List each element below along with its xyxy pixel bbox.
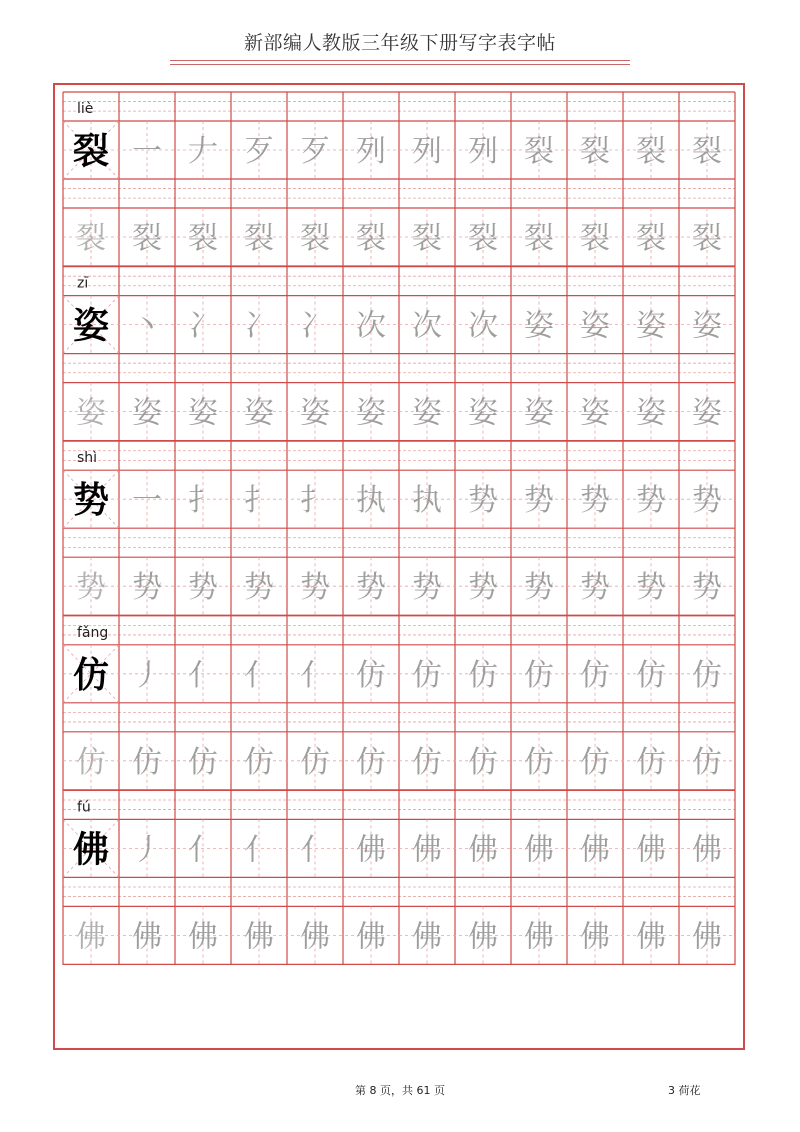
stroke-step-glyph: 列	[356, 134, 386, 169]
character-block	[63, 790, 735, 965]
trace-character: 仿	[244, 744, 274, 780]
trace-character: 势	[300, 570, 330, 606]
stroke-step-glyph: 扌	[244, 483, 274, 519]
trace-character: 裂	[76, 221, 106, 256]
trace-character: 姿	[636, 395, 666, 431]
trace-character: 裂	[356, 221, 386, 256]
stroke-step-glyph: 佛	[692, 832, 722, 868]
lesson-label: 3 荷花	[668, 1084, 701, 1097]
pinyin-label: liè	[77, 101, 94, 117]
stroke-step-glyph: 仿	[412, 657, 442, 693]
stroke-step-glyph: 佛	[580, 832, 610, 868]
trace-character: 仿	[188, 744, 218, 780]
trace-character: 佛	[692, 919, 722, 955]
trace-character: 仿	[636, 744, 666, 780]
pinyin-label: zī	[77, 275, 89, 292]
model-character: 仿	[72, 653, 110, 696]
stroke-step-glyph: 亻	[188, 657, 218, 693]
stroke-step-glyph: 亻	[300, 832, 330, 868]
trace-character: 姿	[300, 395, 330, 431]
trace-character: 姿	[244, 395, 274, 431]
stroke-step-glyph: 仿	[580, 657, 610, 693]
stroke-step-glyph: 裂	[692, 134, 722, 169]
stroke-step-glyph: 佛	[356, 832, 386, 868]
character-block	[63, 616, 735, 791]
stroke-step-glyph: 执	[412, 483, 442, 519]
trace-character: 仿	[468, 744, 498, 780]
stroke-step-glyph: 姿	[636, 308, 666, 344]
character-block	[63, 441, 735, 616]
stroke-step-glyph: 冫	[188, 308, 218, 344]
trace-character: 佛	[356, 919, 386, 955]
stroke-step-glyph: 次	[468, 308, 498, 344]
trace-character: 裂	[132, 221, 162, 256]
trace-character: 佛	[244, 919, 274, 955]
trace-character: 裂	[300, 221, 330, 256]
model-character: 佛	[72, 828, 110, 871]
stroke-step-glyph: 列	[412, 134, 442, 169]
trace-character: 势	[188, 570, 218, 606]
stroke-step-glyph: 势	[580, 483, 610, 519]
pinyin-label: shì	[77, 450, 98, 467]
trace-character: 裂	[412, 221, 442, 256]
stroke-step-glyph: 势	[468, 483, 498, 519]
stroke-step-glyph: 冫	[300, 308, 330, 344]
trace-character: 势	[636, 570, 666, 606]
trace-character: 势	[76, 570, 106, 606]
trace-character: 仿	[412, 744, 442, 780]
stroke-step-glyph: 裂	[524, 134, 554, 169]
trace-character: 仿	[76, 744, 106, 780]
trace-character: 佛	[412, 919, 442, 955]
trace-character: 裂	[188, 221, 218, 256]
trace-character: 姿	[580, 395, 610, 431]
trace-character: 姿	[76, 395, 106, 431]
stroke-step-glyph: 冫	[244, 308, 274, 344]
stroke-step-glyph: 扌	[188, 483, 218, 519]
trace-character: 仿	[132, 744, 162, 780]
stroke-step-glyph: 姿	[580, 308, 610, 344]
character-block	[63, 92, 735, 267]
stroke-step-glyph: 仿	[636, 657, 666, 693]
stroke-step-glyph: 𠂇	[188, 134, 218, 169]
trace-character: 裂	[692, 221, 722, 256]
stroke-step-glyph: 亻	[188, 832, 218, 868]
stroke-step-glyph: 一	[132, 483, 162, 519]
stroke-step-glyph: 势	[636, 483, 666, 519]
stroke-step-glyph: 亻	[300, 657, 330, 693]
trace-character: 势	[132, 570, 162, 606]
trace-character: 姿	[188, 395, 218, 431]
trace-character: 佛	[580, 919, 610, 955]
stroke-step-glyph: 次	[412, 308, 442, 344]
trace-character: 佛	[524, 919, 554, 955]
page-title: 新部编人教版三年级下册写字表字帖	[243, 32, 556, 54]
trace-character: 仿	[524, 744, 554, 780]
pinyin-label: fú	[77, 799, 91, 816]
stroke-step-glyph: 姿	[692, 308, 722, 344]
stroke-step-glyph: 亻	[244, 657, 274, 693]
stroke-step-glyph: 亻	[244, 832, 274, 868]
model-character: 势	[72, 479, 110, 522]
trace-character: 势	[244, 570, 274, 606]
trace-character: 势	[468, 570, 498, 606]
trace-character: 裂	[580, 221, 610, 256]
trace-character: 裂	[636, 221, 666, 256]
trace-character: 仿	[580, 744, 610, 780]
trace-character: 仿	[356, 744, 386, 780]
trace-character: 仿	[300, 744, 330, 780]
stroke-step-glyph: 佛	[412, 832, 442, 868]
trace-character: 势	[692, 570, 722, 606]
stroke-step-glyph: 裂	[636, 134, 666, 169]
stroke-step-glyph: 列	[468, 134, 498, 169]
trace-character: 姿	[356, 395, 386, 431]
stroke-step-glyph: 佛	[524, 832, 554, 868]
stroke-step-glyph: 势	[692, 483, 722, 519]
trace-character: 佛	[468, 919, 498, 955]
stroke-step-glyph: 仿	[692, 657, 722, 693]
character-block	[63, 267, 735, 442]
trace-character: 裂	[244, 221, 274, 256]
pinyin-label: fǎng	[77, 624, 109, 641]
stroke-step-glyph: 佛	[468, 832, 498, 868]
trace-character: 姿	[412, 395, 442, 431]
trace-character: 裂	[524, 221, 554, 256]
trace-character: 佛	[188, 919, 218, 955]
model-character: 姿	[72, 304, 110, 347]
stroke-step-glyph: 执	[356, 483, 386, 519]
stroke-step-glyph: 一	[132, 134, 162, 169]
trace-character: 势	[524, 570, 554, 606]
trace-character: 姿	[524, 395, 554, 431]
model-character: 裂	[72, 130, 110, 172]
trace-character: 佛	[132, 919, 162, 955]
trace-character: 势	[580, 570, 610, 606]
stroke-step-glyph: 丿	[132, 657, 162, 693]
trace-character: 裂	[468, 221, 498, 256]
stroke-step-glyph: 佛	[636, 832, 666, 868]
trace-character: 佛	[300, 919, 330, 955]
stroke-step-glyph: 丶	[132, 308, 162, 344]
stroke-step-glyph: 仿	[524, 657, 554, 693]
page-number: 第 8 页，共 61 页	[355, 1084, 445, 1097]
stroke-step-glyph: 歹	[300, 134, 330, 169]
stroke-step-glyph: 歹	[244, 134, 274, 169]
stroke-step-glyph: 裂	[580, 134, 610, 169]
stroke-step-glyph: 姿	[524, 308, 554, 344]
trace-character: 姿	[132, 395, 162, 431]
trace-character: 势	[356, 570, 386, 606]
trace-character: 势	[412, 570, 442, 606]
stroke-step-glyph: 仿	[356, 657, 386, 693]
trace-character: 仿	[692, 744, 722, 780]
stroke-step-glyph: 扌	[300, 483, 330, 519]
stroke-step-glyph: 势	[524, 483, 554, 519]
stroke-step-glyph: 仿	[468, 657, 498, 693]
trace-character: 姿	[468, 395, 498, 431]
stroke-step-glyph: 丿	[132, 832, 162, 868]
trace-character: 佛	[76, 919, 106, 955]
trace-character: 佛	[636, 919, 666, 955]
trace-character: 姿	[692, 395, 722, 431]
stroke-step-glyph: 次	[356, 308, 386, 344]
